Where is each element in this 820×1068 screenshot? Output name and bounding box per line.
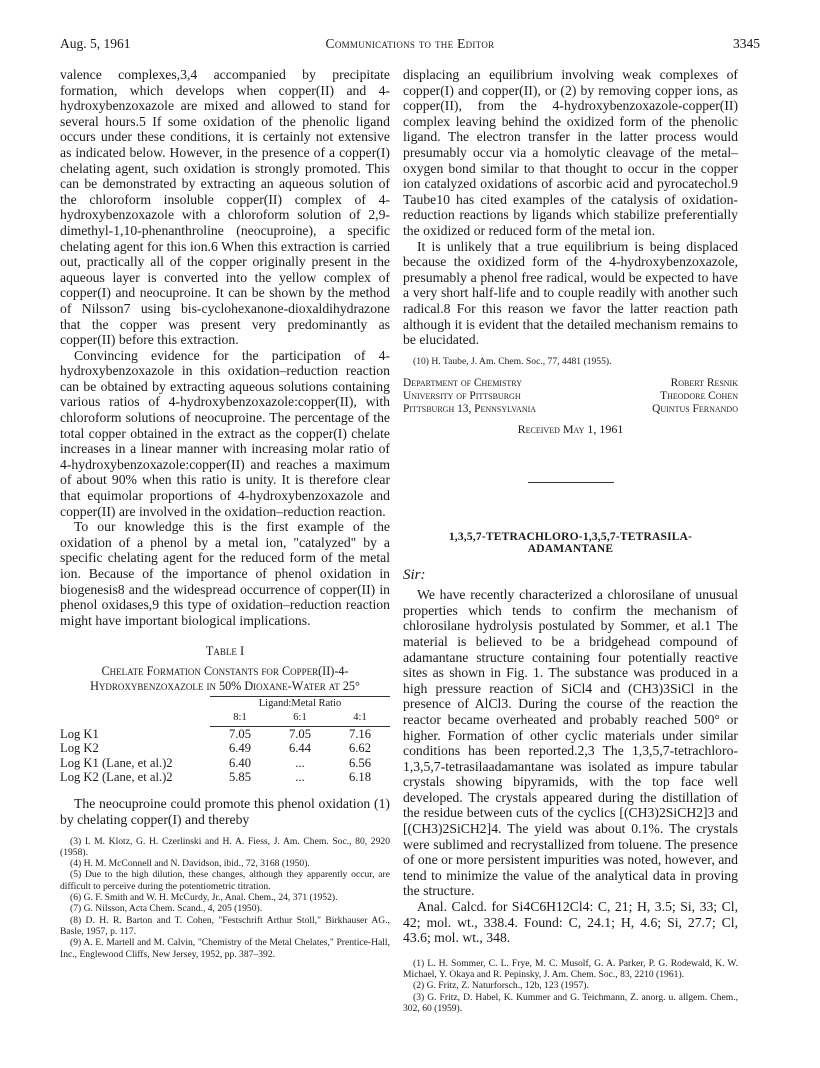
- author: Theodore Cohen: [660, 389, 738, 402]
- table-cell: 5.85: [228, 770, 252, 784]
- ratio-col: 8:1: [210, 711, 270, 726]
- page-header: [60, 36, 760, 54]
- footnote: (5) Due to the high dilution, these changes, although they apparently occur, are difficult to perceive during the potentiometric titration.: [60, 869, 390, 892]
- table-caption-line: Hydroxybenzoxazole in 50% Dioxane-Water at 25°: [90, 678, 360, 693]
- table-cell: 7.16: [348, 726, 372, 741]
- city: Pittsburgh 13, Pennsylvania: [403, 402, 537, 415]
- footnote: (8) D. H. R. Barton and T. Cohen, "Festschrift Arthur Stoll," Birkhauser AG., Basle, 1957, p. 117.: [60, 914, 390, 937]
- row-label: Log K2: [60, 741, 99, 756]
- footnote: (2) G. Fritz, Z. Naturforsch., 12b, 123 (1957).: [413, 980, 589, 992]
- footnotes: [403, 356, 738, 367]
- table-cell: 7.05: [228, 726, 252, 741]
- table-caption-line: Chelate Formation Constants for Copper(II)-4-: [101, 663, 349, 678]
- table-cell: 6.56: [348, 755, 372, 770]
- paragraph: It is unlikely that a true equilibrium is being displaced because the oxidized form of the 4-hydroxybenzoxazole, presumably a phenol free radical, would be expected to have a very short half-life and to couple readily with another such radical.8 For this reason we favor the latter reaction path although it is evident that the detailed mechanism remains to be elucidated.: [403, 238, 738, 348]
- footnote: (7) G. Nilsson, Acta Chem. Scand., 4, 205 (1950).: [70, 903, 263, 915]
- ratio-header: Ligand:Metal Ratio: [210, 696, 390, 711]
- footnote: (3) I. M. Klotz, G. H. Czerlinski and H. A. Fiess, J. Am. Chem. Soc., 80, 2920 (1958).: [60, 835, 390, 858]
- divider: [528, 482, 614, 483]
- article-title-line: 1,3,5,7-TETRACHLORO-1,3,5,7-TETRASILA-: [448, 530, 693, 543]
- left-column: [60, 67, 390, 960]
- author: Robert Resnik: [670, 376, 738, 389]
- row-label: Log K2 (Lane, et al.)2: [60, 770, 173, 784]
- ratio-col: 4:1: [330, 711, 390, 726]
- salutation: Sir:: [403, 566, 426, 583]
- paragraph: Anal. Calcd. for Si4C6H12Cl4: C, 21; H, 3.5; Si, 33; Cl, 42; mol. wt., 338.4. Found: C, 24.1; H, 4.6; Si, 27.7; Cl, 43.6; mol. wt., 348.: [403, 899, 738, 946]
- table-cell: 6.49: [228, 741, 252, 756]
- table-title: Table I: [205, 644, 245, 659]
- paragraph: valence complexes,3,4 accompanied by precipitate formation, which develops when copper(II) and 4-hydroxybenzoxazole are mixed and allowed to stand for several hours.5 If some oxidation of the phenolic ligand occurs under these conditions, it is certainly not extensive as indicated below. However, in the presence of a copper(I) chelating agent, such oxidation is strongly promoted. This can be demonstrated by extracting an aqueous solution of the chloroform insoluble copper(II) complex of 4-hydroxybenzoxazole with a chloroform solution of 2,9-dimethyl-1,10-phenanthroline (neocuproine), a specific chelating agent for this ion.6 When this extraction is carried out, practically all of the copper originally present in the aqueous layer is converted into the yellow complex of copper(I) and neocuproine. It can be shown by the method of Nilsson7 using bis-cyclohexanone-dioxaldihydrazone that the copper was present very predominantly as copper(II) before this extraction.: [60, 67, 390, 348]
- row-label: Log K1: [60, 726, 99, 741]
- article-title-line: ADAMANTANE: [527, 543, 614, 556]
- table-row: [60, 741, 390, 755]
- footnote: (1) L. H. Sommer, C. L. Frye, M. C. Musolf, G. A. Parker, P. G. Rodewald, K. W. Michael, Y. Okaya and R. Pepinsky, J. Am. Chem. Soc., 83, 2210 (1961).: [403, 957, 738, 981]
- table-row: [60, 726, 390, 741]
- ratio-col: 6:1: [270, 711, 330, 726]
- table-cell: 6.18: [348, 770, 372, 784]
- footnotes: [403, 958, 738, 1014]
- table-row: [60, 770, 390, 784]
- affiliation-block: [403, 377, 738, 416]
- footnotes: [60, 836, 390, 960]
- footnote: (6) G. F. Smith and W. H. McCurdy, Jr., Anal. Chem., 24, 371 (1952).: [70, 892, 338, 904]
- paragraph: displacing an equilibrium involving weak complexes of copper(I) and copper(II), or (2) by removing copper ions, as copper(II), from the 4-hydroxybenzoxazole-copper(II) complex leaving behind the oxidized form of the phenolic ligand. The electron transfer in the latter process would presumably occur via a homolytic cleavage of the metal–oxygen bond similar to that thought to occur in the copper ion catalyzed oxidations of ascorbic acid and pyrocatechol.9 Taube10 has cited examples of the catalysis of oxidation-reduction reactions by ligands which stabilize preferentially the oxidized or reduced form of the metal ion.: [403, 67, 738, 238]
- footnote: (3) G. Fritz, D. Habel, K. Kummer and G. Teichmann, Z. anorg. u. allgem. Chem., 302, 60 (1959).: [403, 991, 738, 1015]
- paragraph: We have recently characterized a chlorosilane of unusual properties which tends to confirm the mechanism of chlorosilane hydrolysis postulated by Sommer, et al.1 The material is believed to be a bridgehead compound of adamantane structure containing four potentially reactive sites as shown in Fig. 1. The substance was produced in a high pressure reaction of SiCl4 and (CH3)3SiCl in the presence of AlCl3. During the course of the reaction the reactor became overheated and probably reached 500° or higher. Formation of other cyclic materials under similar conditions has been reported.2,3 The 1,3,5,7-tetrachloro-1,3,5,7-tetrasilaadamantane was isolated as impure tabular crystals showing bipyramids, with the top face well developed. The crystals appeared during the distillation of the residue between cuts of the cyclics [(CH3)2SiCH2]3 and [(CH3)2SiCH2]4. The yield was about 0.1%. The crystals were sublimed and recrystallized from toluene. The presence of one or more persistent impurities was noted, however, and tend to minimize the value of the analytical data in proving the structure.: [403, 587, 738, 899]
- paragraph: The neocuproine could promote this phenol oxidation (1) by chelating copper(I) and thereby: [60, 796, 390, 827]
- department: Department of Chemistry: [403, 376, 522, 389]
- author: Quintus Fernando: [652, 402, 738, 415]
- page-number: 3345: [733, 36, 760, 51]
- table-cell: 6.44: [288, 741, 312, 756]
- table-cell: 6.40: [228, 755, 252, 770]
- table-caption: [60, 664, 390, 694]
- issue-date: Aug. 5, 1961: [60, 36, 131, 51]
- footnote: (9) A. E. Martell and M. Calvin, "Chemistry of the Metal Chelates," Prentice-Hall, Inc., Englewood Cliffs, New Jersey, 1952, pp. 387–392.: [60, 937, 390, 960]
- table-cell: ...: [295, 755, 305, 770]
- section-title: Communications to the Editor: [325, 36, 495, 51]
- paragraph: To our knowledge this is the first example of the oxidation of a phenol by a metal ion, "catalyzed" by a specific chelating agent for the reduced form of the metal ion. Because of the importance of phenol oxidation in biogenesis8 and the widespread occurrence of copper(II) in phenol oxidases,9 this type of oxidation–reduction reaction might have important biological implications.: [60, 519, 390, 628]
- paragraph: Convincing evidence for the participation of 4-hydroxybenzoxazole in this oxidation–reduction reaction can be obtained by extracting aqueous solutions containing various ratios of 4-hydroxybenzoxazole:copper(II), with chloroform solutions of neocuproine. The percentage of the total copper obtained in the extract as the copper(I) chelate increases in a linear manner with increasing molar ratio of 4-hydroxybenzoxazole:copper(II) and reaches a maximum of about 90% when this ratio is unity. It is therefore clear that equimolar proportions of 4-hydroxybenzoxazole and copper(II) are involved in the oxidation–reduction reaction.: [60, 347, 390, 519]
- footnote: (4) H. M. McConnell and N. Davidson, ibid., 72, 3168 (1950).: [70, 858, 310, 870]
- table-cell: 6.62: [348, 741, 372, 756]
- constants-table: [60, 696, 390, 784]
- table-cell: ...: [295, 770, 305, 784]
- footnote: (10) H. Taube, J. Am. Chem. Soc., 77, 4481 (1955).: [413, 355, 612, 367]
- row-label: Log K1 (Lane, et al.)2: [60, 755, 173, 770]
- table-row: [60, 756, 390, 770]
- article-title: [403, 531, 738, 556]
- table-cell: 7.05: [288, 726, 312, 741]
- university: University of Pittsburgh: [403, 389, 521, 402]
- right-column: [403, 67, 738, 1014]
- received-date: Received May 1, 1961: [517, 421, 624, 436]
